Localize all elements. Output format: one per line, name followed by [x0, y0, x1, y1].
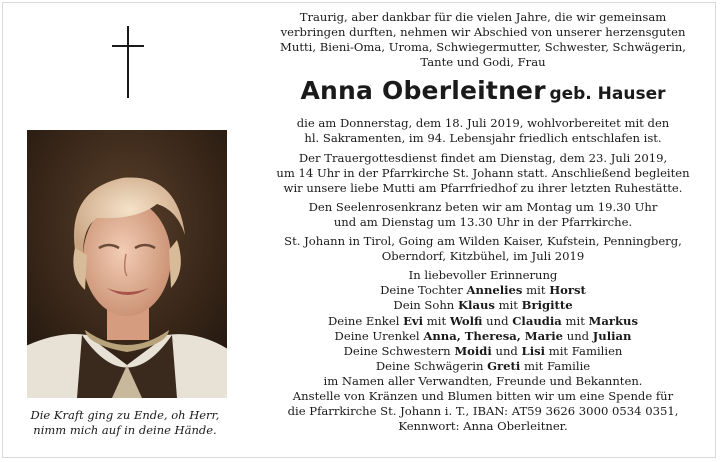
place-line: Oberndorf, Kitzbühel, im Juli 2019	[381, 249, 585, 264]
service-line: Der Trauergottesdienst findet am Dienstag, dem 23. Juli 2019,	[298, 150, 668, 165]
service-line: wir unsere liebe Mutti am Pfarrfriedhof zu ihrer letzten Ruhestätte.	[283, 180, 683, 195]
service-line: um 14 Uhr in der Pfarrkirche St. Johann statt. Anschließend begleiten	[276, 165, 690, 180]
donation-line: Kennwort: Anna Oberleitner.	[398, 419, 568, 434]
family-daughter: Deine Tochter Annelies mit Horst	[380, 283, 586, 298]
notice-text	[248, 10, 718, 434]
family-grandchildren: Deine Enkel Evi mit Wolfi und Claudia mit Markus	[328, 313, 638, 328]
family-sister-in-law: Deine Schwägerin Greti mit Familie	[375, 358, 591, 373]
rosary-line: und am Dienstag um 13.30 Uhr in der Pfarrkirche.	[333, 214, 633, 229]
caption-line: Die Kraft ging zu Ende, oh Herr,	[30, 408, 220, 422]
family-sisters: Deine Schwestern Moidi und Lisi mit Familien	[343, 343, 623, 358]
family-relatives: im Namen aller Verwandten, Freunde und Bekannten.	[323, 373, 643, 388]
donation-paragraph	[248, 389, 718, 434]
intro-line: Mutti, Bieni-Oma, Uroma, Schwiegermutter, Schwester, Schwägerin,	[280, 40, 686, 55]
death-line: die am Donnerstag, dem 18. Juli 2019, wohlvorbereitet mit den	[296, 116, 670, 131]
photo-caption	[0, 408, 250, 438]
portrait-photo	[27, 130, 227, 398]
intro-line: verbringen durften, nehmen wir Abschied von unserer herzensguten	[280, 25, 686, 40]
intro-line: Traurig, aber dankbar für die vielen Jahre, die wir gemeinsam	[299, 10, 667, 24]
service-paragraph	[248, 151, 718, 196]
caption-line: nimm mich auf in deine Hände.	[33, 423, 217, 437]
deceased-name: Anna Oberleitner	[300, 76, 546, 106]
memory-heading: In liebevoller Erinnerung	[408, 268, 558, 283]
death-line: hl. Sakramenten, im 94. Lebensjahr friedlich entschlafen ist.	[304, 131, 662, 146]
place-line: St. Johann in Tirol, Going am Wilden Kaiser, Kufstein, Penningberg,	[284, 234, 682, 249]
maiden-name: geb. Hauser	[549, 84, 666, 105]
place-paragraph	[248, 234, 718, 264]
family-paragraph	[248, 268, 718, 389]
donation-line: Anstelle von Kränzen und Blumen bitten wir um eine Spende für	[292, 388, 674, 403]
deceased-name-line	[248, 74, 718, 112]
cross-icon	[112, 26, 144, 98]
death-paragraph	[248, 116, 718, 146]
intro-line: Tante und Godi, Frau	[420, 55, 546, 70]
family-son: Dein Sohn Klaus mit Brigitte	[393, 298, 573, 313]
intro-paragraph	[248, 10, 718, 70]
rosary-line: Den Seelenrosenkranz beten wir am Montag um 19.30 Uhr	[308, 199, 658, 214]
donation-line: die Pfarrkirche St. Johann i. T., IBAN: AT59 3626 3000 0534 0351,	[287, 404, 679, 419]
family-great-grandchildren: Deine Urenkel Anna, Theresa, Marie und Julian	[334, 328, 632, 343]
rosary-paragraph	[248, 200, 718, 230]
